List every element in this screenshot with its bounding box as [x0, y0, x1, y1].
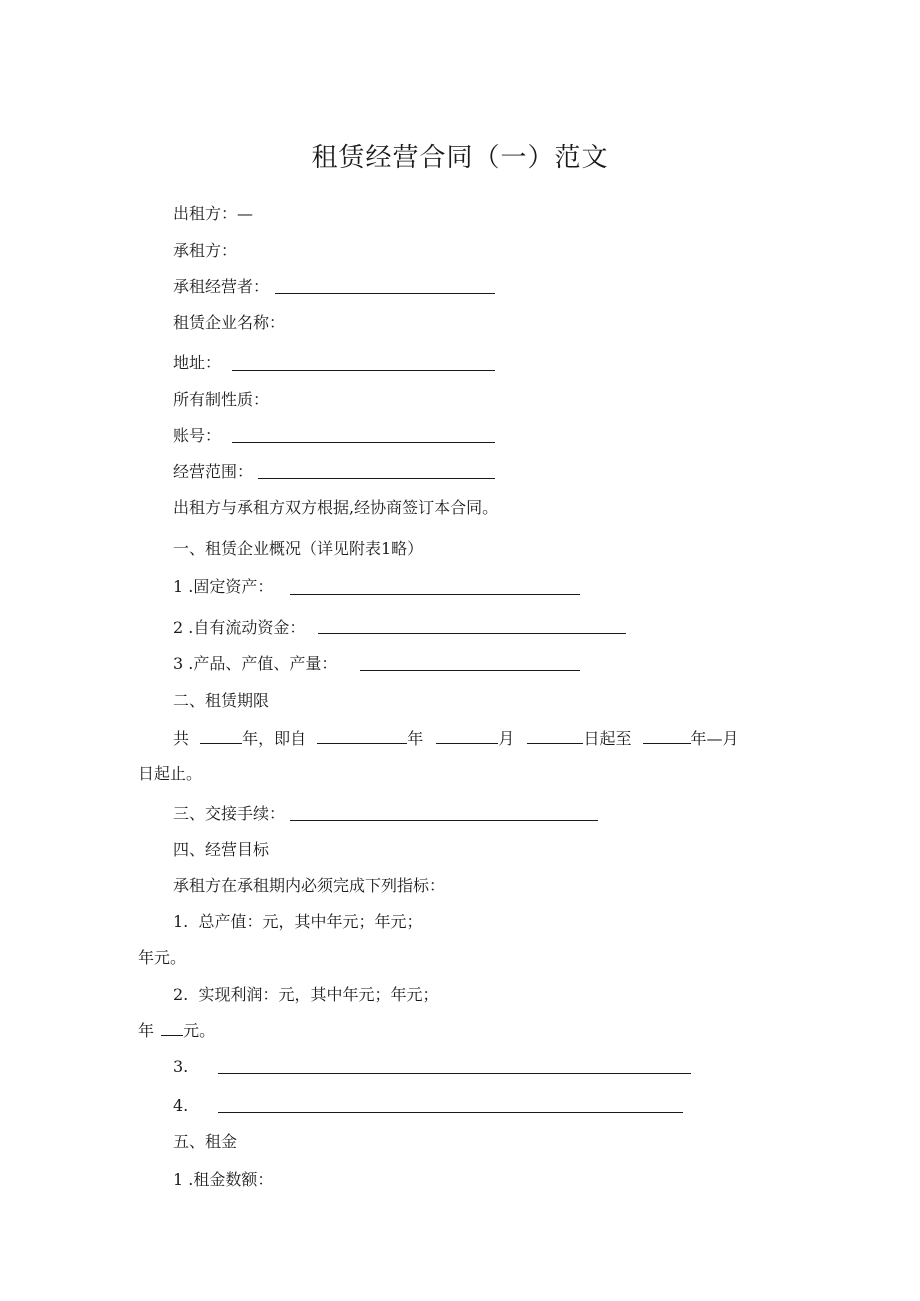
- section4-heading: 四、经营目标: [173, 840, 270, 859]
- products-label: 3 .产品、产值、产量：: [173, 654, 338, 673]
- start-year-blank: [317, 727, 407, 744]
- target-2-blank: [161, 1019, 183, 1036]
- end-year-month-text: 年—月: [690, 729, 739, 748]
- working-capital-label: 2 .自有流动资金：: [173, 618, 306, 637]
- products-blank: [360, 670, 580, 671]
- lessee-field: 承租方：: [173, 241, 238, 260]
- section1-heading: 一、租赁企业概况（详见附表1略）: [173, 539, 424, 558]
- address-label: 地址：: [173, 353, 222, 372]
- start-month-text: 月: [498, 729, 515, 748]
- target-4-blank: [218, 1112, 683, 1113]
- start-day-text: 日起至: [583, 729, 632, 748]
- intro-paragraph: 出租方与承租方双方根据,经协商签订本合同。: [173, 498, 499, 517]
- section2-heading: 二、租赁期限: [173, 691, 270, 710]
- working-capital-blank: [318, 633, 626, 634]
- rent-amount-label: 1 .租金数额：: [173, 1170, 274, 1189]
- target-item-2: [173, 984, 438, 1006]
- start-day-blank: [527, 727, 583, 744]
- target-2-year-text: 年: [138, 1021, 155, 1040]
- start-year-text: 年: [407, 729, 424, 748]
- start-month-blank: [436, 727, 498, 744]
- target-1-tail: 年元。: [138, 948, 187, 967]
- document-title: 租赁经营合同（一）范文: [311, 143, 609, 173]
- handover-blank: [290, 820, 598, 821]
- lease-term-line: [173, 727, 739, 750]
- fixed-assets-blank: [290, 594, 580, 595]
- enterprise-name-label: 租赁企业名称：: [173, 313, 286, 332]
- target-item-1: [173, 911, 422, 933]
- term-years-blank: [200, 727, 242, 744]
- target-1-text: 总产值：元，其中年元；年元；: [198, 912, 423, 931]
- term-gong-text: 共: [173, 729, 190, 748]
- account-label: 账号：: [173, 426, 222, 445]
- lessor-field: 出租方：—: [173, 204, 254, 223]
- scope-label: 经营范围：: [173, 462, 254, 481]
- ownership-label: 所有制性质：: [173, 390, 270, 409]
- lease-term-tail: 日起止。: [138, 764, 203, 783]
- target-1-number: 1.: [173, 912, 189, 931]
- target-2-text: 实现利润：元，其中年元；年元；: [198, 985, 439, 1004]
- operator-label: 承租经营者：: [173, 277, 270, 296]
- fixed-assets-label: 1 .固定资产：: [173, 577, 274, 596]
- target-3-number: 3.: [173, 1057, 189, 1076]
- targets-intro: 承租方在承租期内必须完成下列指标：: [173, 876, 446, 895]
- account-blank: [232, 442, 495, 443]
- address-blank: [232, 370, 495, 371]
- section5-heading: 五、租金: [173, 1132, 238, 1151]
- term-jizi-text: 年，即自: [242, 729, 307, 748]
- end-year-blank: [643, 727, 691, 744]
- target-3-blank: [218, 1073, 691, 1074]
- target-2-number: 2.: [173, 985, 189, 1004]
- target-2-yuan-text: 元。: [183, 1021, 216, 1040]
- target-4-number: 4.: [173, 1096, 189, 1115]
- section3-heading: 三、交接手续：: [173, 804, 286, 823]
- target-2-tail: [138, 1019, 215, 1042]
- operator-blank: [275, 293, 495, 294]
- scope-blank: [258, 478, 495, 479]
